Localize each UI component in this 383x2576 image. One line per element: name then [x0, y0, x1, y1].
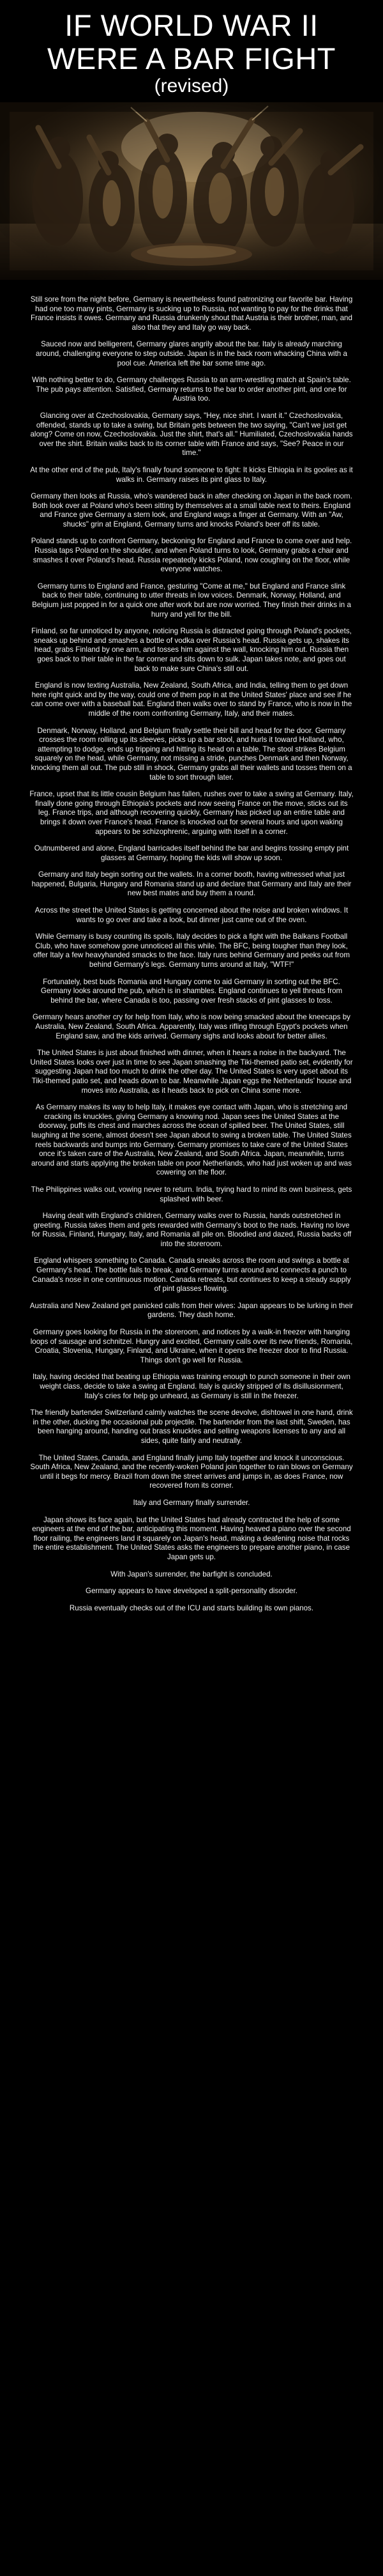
paragraph: With Japan's surrender, the barfight is concluded. — [110, 1570, 273, 1578]
paragraph: Sauced now and belligerent, Germany glares angrily about the bar. Italy is already marching around, challenging everyone to step outside. Japan is in the back room whacking China with a pool cue. America left the bar some time ago. — [36, 340, 347, 367]
paragraph: Outnumbered and alone, England barricades itself behind the bar and begins tossing empty pint glasses at Germany, hoping the kids will show up soon. — [34, 844, 349, 862]
hero-image — [0, 102, 383, 280]
paragraph: Germany hears another cry for help from Italy, who is now being smacked about the kneecaps by Australia, New Zealand, South Africa. Apparently, Italy was rifling through Egypt's pockets when England saw, and the kids arrived. Germany sighs and looks about for better allies. — [33, 1013, 350, 1040]
paragraph: Germany then looks at Russia, who's wandered back in after checking on Japan in the back room. Both look over at Poland who's been sitting by themselves at a small table next to theirs. England and France give Germany a stern look, and England wags a finger at Germany. With an "Aw, shucks" grin at England, Germany turns and knocks Poland's beer off its table. — [31, 492, 352, 528]
paragraph: Germany appears to have developed a split-personality disorder. — [86, 1587, 297, 1596]
paragraph: The United States is just about finished with dinner, when it hears a noise in the backyard. The United States looks over just in time to see Japan smashing the Tiki-themed patio set, evidently for suggesting Japan had too much to drink the other day. The United States is very upset about its Tiki-themed patio set, and heads down to bar. Meanwhile Japan eggs the Netherlands' house and moves into Australia, as it heads back to pick on China some more. — [30, 1049, 353, 1095]
paragraph: Glancing over at Czechoslovakia, Germany says, "Hey, nice shirt. I want it." Czechoslovakia, offended, stands up to take a swing, but Britain gets between the two saying, "Can't we just get along? Come on now, Czechoslovakia. Just the shirt, that's all." Humiliated, Czechoslovakia hands over the shirt. Britain walks back to its corner table with France and says, "See? Peace in our time." — [30, 411, 353, 458]
paragraph: While Germany is busy counting its spoils, Italy decides to pick a fight with the Balkans Football Club, who have somehow gone unnoticed all this while. The BFC, being tougher than they look, offer Italy a few heavyhanded smacks to the face. Italy runs behind Germany and peeks out from behind Germany's legs. Germany turns around at Italy, "WTF!" — [33, 932, 350, 969]
paragraph: Australia and New Zealand get panicked calls from their wives: Japan appears to be lurking in their gardens. They dash home. — [29, 1301, 354, 1320]
paragraph: Finland, so far unnoticed by anyone, noticing Russia is distracted going through Poland's pockets, sneaks up behind and smashes a bottle of vodka over Russia's head. Russia gets up, shakes its head, grabs Finland by one arm, and tosses him against the wall, knocking him out. Russia then goes back to their table in the far corner and sits down to sulk. Japan takes note, and goes out back to make sure China's still out. — [31, 627, 352, 673]
page-subtitle: (revised) — [154, 75, 229, 96]
paragraph: The United States, Canada, and England finally jump Italy together and knock it unconscious. South Africa, New Zealand, and the recently-woken Poland join together to rain blows on Germany until it begs for mercy. Brazil from down the street arrives and jumps in, as does France, now recovered from its corner. — [30, 1453, 353, 1490]
paragraph: England is now texting Australia, New Zealand, South Africa, and India, telling them to get down here right quick and by the way, could one of them pop in at the United States' place and see if he can come over with a baseball bat. England then walks over to stand by France, who is now in the middle of the room confronting Germany, Italy, and their mates. — [31, 681, 352, 718]
paragraph: Across the street the United States is getting concerned about the noise and broken windows. It wants to go over and take a look, but dinner just came out of the oven. — [34, 906, 349, 924]
paragraph: At the other end of the pub, Italy's finally found someone to fight: It kicks Ethiopia in its goolies as it walks in. Germany raises its pint glass to Italy. — [30, 465, 353, 484]
paragraph: Germany turns to England and France, gesturing "Come at me," but England and France slink back to their table, continuing to utter threats in low voices. Denmark, Norway, Holland, and Belgium just popped in for a quick one after work but are now worried. They finish their drinks in a hurry and yell for the bill. — [32, 582, 351, 619]
paragraph: Having dealt with England's children, Germany walks over to Russia, hands outstretched in greeting. Russia takes them and gets rewarded with Germany's boot to the nads. Having no love for Russia, Finland, Hungary, Italy, and Romania all pile on. Bloodied and dazed, Russia backs off into the storeroom. — [31, 1212, 352, 1248]
paragraph: France, upset that its little cousin Belgium has fallen, rushes over to take a swing at Germany. Italy, finally done going through Ethiopia's pockets and now seeing France on the move, sticks out its leg. France trips, and although recovering quickly, Germany has picked up an entire table and brings it down over France's head. France is knocked out for several hours and upon waking appears to be schizophrenic, arguing with itself in a corner. — [29, 790, 354, 836]
paragraph: As Germany makes its way to help Italy, it makes eye contact with Japan, who is stretching and cracking its knuckles, giving Germany a knowing nod. Japan sees the United States at the doorway, puffs its chest and marches across the ocean of spilled beer. The United States, still laughing at the scene, almost doesn't see Japan about to swing a broken table. The United States reels backwards and bumps into Germany. Germany promises to take care of the United States once it's taken care of the Australia, New Zealand, and South Africa. Japan, meanwhile, turns around and starts applying the broken table on poor Netherlands, who had just woken up and was cowering on the floor. — [31, 1103, 352, 1177]
paragraph: Germany goes looking for Russia in the storeroom, and notices by a walk-in freezer with hanging loops of sausage and schnitzel. Hungry and excited, Germany calls over its new friends, Romania, Croatia, Slovenia, Hungary, Finland, and Ukraine, when it opens the freezer door to find Russia. Things don't go well for Russia. — [30, 1328, 353, 1364]
paragraph: With nothing better to do, Germany challenges Russia to an arm-wrestling match at Spain's table. The pub pays attention. Satisfied, Germany returns to the bar to order another pint, and one for Austria too. — [32, 376, 351, 403]
paragraph: Denmark, Norway, Holland, and Belgium finally settle their bill and head for the door. Germany crosses the room rolling up its sleeves, picks up a bar stool, and hurls it toward Holland, who, attempting to dodge, ends up tripping and hitting its head on a table. The stool strikes Belgium squarely on the head, while Germany, not missing a stride, punches Denmark and then Norway, knocking them all out. The pub still in shock, Germany grabs all their wallets and tosses them on a table to sort through later. — [31, 726, 352, 782]
paragraph: Italy and Germany finally surrender. — [133, 1498, 250, 1507]
story — [29, 295, 354, 1613]
paragraph: England whispers something to Canada. Canada sneaks across the room and swings a bottle at Germany's head. The bottle fails to break, and Germany turns around and connects a punch to Canada's nose in one continuous motion. Canada retreats, but continues to keep a steady supply of pint glasses flowing. — [32, 1256, 351, 1293]
paragraph: The Philippines walks out, vowing never to return. India, trying hard to mind its own business, gets splashed with beer. — [31, 1185, 352, 1203]
bar-fight-painting — [0, 102, 383, 280]
paragraph: The friendly bartender Switzerland calmly watches the scene devolve, dishtowel in one hand, drink in the other, ducking the occasional pub projectile. The bartender from the last shift, Sweden, has been hanging around, handing out brass knuckles and selling weapons licenses to any and all sides, quite fairly and neutrally. — [30, 1408, 353, 1445]
paragraph: Germany and Italy begin sorting out the wallets. In a corner booth, having witnessed what just happened, Bulgaria, Hungary and Romania stand up and declare that Germany and Italy are their new best mates and buy them a round. — [31, 870, 352, 898]
paragraph: Japan shows its face again, but the United States had already contracted the help of some engineers at the end of the bar, anticipating this moment. Having heaved a piano over the second floor railing, the engineers land it squarely on Japan's head, making a deafening noise that rocks the entire establishment. The United States asks the engineers to prepare another piano, in case Japan gets up. — [32, 1515, 351, 1561]
paragraph: Poland stands up to confront Germany, beckoning for England and France to come over and help. Russia taps Poland on the shoulder, and when Poland turns to look, Germany grabs a chair and smashes it over Poland's head. Russia repeatedly kicks Poland, now coughing on the floor, while everyone watches. — [31, 537, 352, 574]
page-title: IF WORLD WAR II WERE A BAR FIGHT — [47, 8, 336, 75]
paragraph: Italy, having decided that beating up Ethiopia was training enough to punch someone in their own weight class, decide to take a swing at England. Italy is quickly stripped of its disillusionment, Italy's cries for help go unheard, as Germany is still in the freezer. — [32, 1373, 350, 1400]
paragraph: Fortunately, best buds Romania and Hungary come to aid Germany in sorting out the BFC. Germany looks around the pub, which is in shambles. England continues to yell threats from behind the bar, where Canada is too, passing over fresh stacks of pint glasses to toss. — [40, 977, 343, 1005]
paragraph: Still sore from the night before, Germany is nevertheless found patronizing our favorite bar. Having had one too many pints, Germany is sucking up to Russia, not wanting to pay for the drinks that France insists it owes. Germany and Russia drunkenly shout that Austria is their brother, man, and also that they and Italy go way back. — [30, 295, 353, 332]
paragraph: Russia eventually checks out of the ICU and starts building its own pianos. — [69, 1603, 314, 1612]
